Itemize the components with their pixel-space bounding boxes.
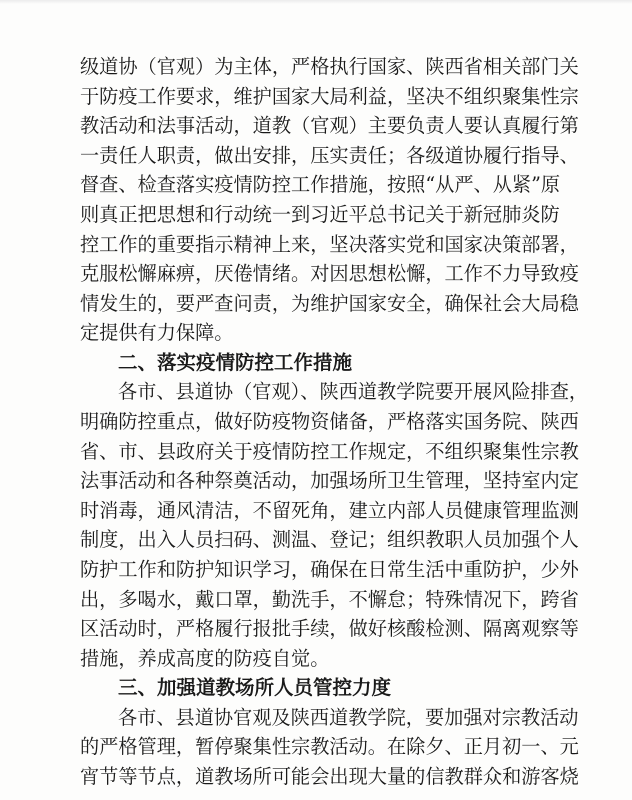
text-line: 一责任人职责，做出安排，压实责任；各级道协履行指导、	[80, 144, 579, 167]
text-line: 制度，出入人员扫码、测温、登记；组织教职人员加强个人	[80, 528, 579, 551]
text-line: 情发生的，要严查问责，为维护国家安全，确保社会大局稳	[80, 292, 579, 315]
section-heading-2: 二、落实疫情防控工作措施	[118, 351, 353, 374]
text-line: 防护工作和防护知识学习，确保在日常生活中重防护，少外	[80, 558, 579, 581]
scan-top-edge	[0, 0, 632, 4]
text-line: 的严格管理，暂停聚集性宗教活动。在除夕、正月初一、元	[80, 735, 579, 758]
text-line: 督查、检查落实疫情防控工作措施，按照“从严、从紧”原	[80, 173, 561, 196]
text-line: 措施，养成高度的防疫自觉。	[80, 647, 330, 670]
text-line: 区活动时，严格履行报批手续，做好核酸检测、隔离观察等	[80, 617, 579, 640]
text-line: 于防疫工作要求，维护国家大局利益，坚决不组织聚集性宗	[80, 85, 579, 108]
text-line: 时消毒，通风清洁，不留死角，建立内部人员健康管理监测	[80, 499, 579, 522]
text-line: 克服松懈麻痹，厌倦情绪。对因思想松懈，工作不力导致疫	[80, 262, 579, 285]
section-heading-3: 三、加强道教场所人员管控力度	[118, 676, 392, 699]
text-line: 宵节等节点，道教场所可能会出现大量的信教群众和游客烧	[80, 765, 579, 788]
text-line: 教活动和法事活动，道教（官观）主要负责人要认真履行第	[80, 114, 579, 137]
text-line: 各市、县道协官观及陕西道教学院，要加强对宗教活动	[118, 706, 579, 729]
text-line: 则真正把思想和行动统一到习近平总书记关于新冠肺炎防	[80, 203, 560, 226]
text-line: 级道协（官观）为主体，严格执行国家、陕西省相关部门关	[80, 55, 579, 78]
text-line: 各市、县道协（官观）、陕西道教学院要开展风险排查，	[118, 380, 589, 403]
text-line: 省、市、县政府关于疫情防控工作规定，不组织聚集性宗教	[80, 440, 579, 463]
text-line: 控工作的重要指示精神上来，坚决落实党和国家决策部署，	[80, 233, 579, 256]
text-line: 定提供有力保障。	[80, 321, 234, 344]
text-line: 明确防控重点，做好防疫物资储备，严格落实国务院、陕西	[80, 410, 579, 433]
text-line: 法事活动和各种祭奠活动，加强场所卫生管理，坚持室内定	[80, 469, 579, 492]
text-line: 出，多喝水，戴口罩，勤洗手，不懈怠；特殊情况下，跨省	[80, 588, 579, 611]
